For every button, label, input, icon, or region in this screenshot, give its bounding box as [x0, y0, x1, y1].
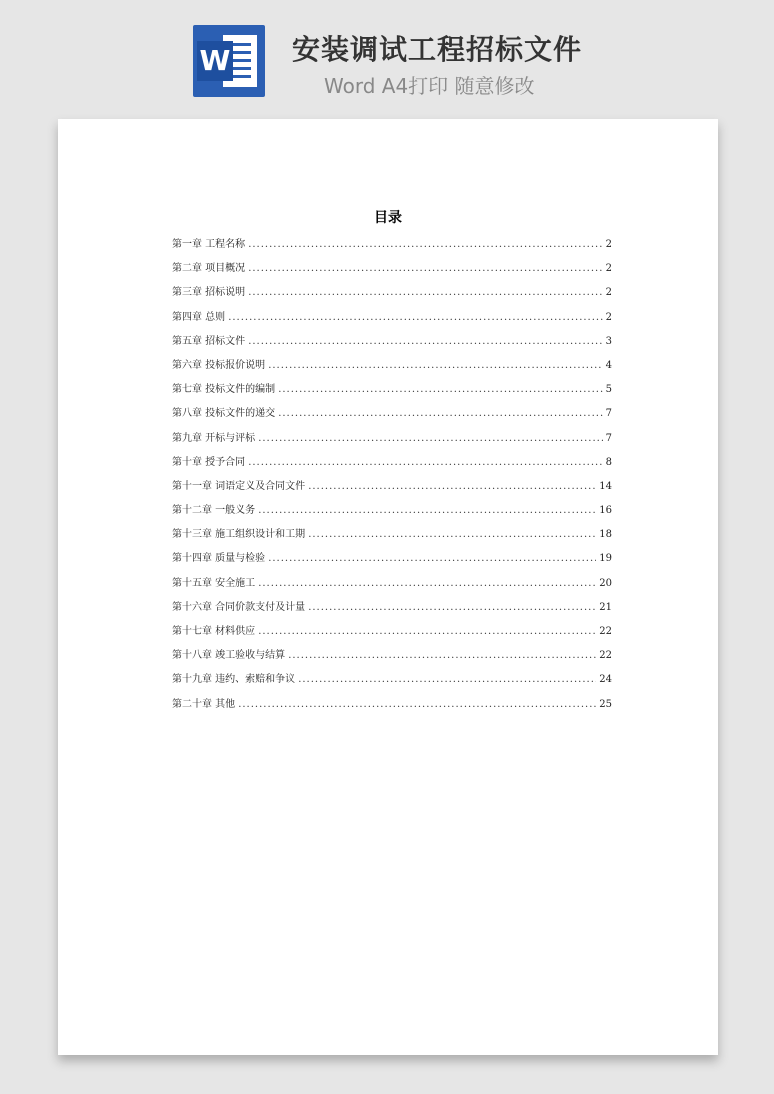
toc-entry-label: 第十四章 质量与检验 [172, 553, 266, 565]
toc-dot-leader [248, 239, 602, 250]
toc-entry-page: 2 [605, 263, 612, 275]
banner-subtitle: Word A4打印 随意修改 [324, 74, 535, 98]
toc-entry[interactable] [172, 404, 612, 428]
toc-entry-page: 7 [605, 432, 612, 444]
toc-entry-page: 25 [599, 698, 612, 710]
toc-entry-label: 第十章 授予合同 [172, 456, 246, 468]
toc-entry-page: 2 [605, 239, 612, 250]
toc-entry-label: 第五章 招标文件 [172, 335, 246, 347]
toc-entry[interactable] [172, 670, 612, 694]
toc-entry-page: 22 [599, 650, 612, 662]
word-document-icon [193, 25, 265, 97]
toc-entry-page: 5 [605, 384, 612, 396]
toc-entry[interactable] [172, 235, 612, 259]
toc-entry[interactable] [172, 380, 612, 404]
banner-title: 安装调试工程招标文件 [292, 33, 583, 66]
toc-entry[interactable] [172, 308, 612, 332]
toc-entry[interactable] [172, 695, 612, 719]
toc-entry-page: 14 [599, 480, 612, 492]
toc-entry-page: 8 [605, 456, 612, 468]
toc-entry-label: 第十二章 一般义务 [172, 505, 256, 517]
toc-dot-leader [248, 287, 602, 298]
toc-entry[interactable] [172, 549, 612, 573]
toc-dot-leader [278, 384, 602, 395]
toc-entry-page: 3 [605, 335, 612, 347]
toc-dot-leader [278, 408, 602, 419]
toc-entry-label: 第十六章 合同价款支付及计量 [172, 601, 306, 613]
table-of-contents [172, 235, 612, 719]
toc-dot-leader [248, 263, 602, 274]
toc-entry-label: 第十一章 词语定义及合同文件 [172, 480, 306, 492]
toc-entry-page: 2 [605, 287, 612, 299]
toc-entry-page: 4 [605, 359, 612, 371]
toc-entry-label: 第七章 投标文件的编制 [172, 384, 276, 396]
word-letter: W [197, 41, 233, 81]
toc-entry[interactable] [172, 622, 612, 646]
toc-entry-label: 第一章 工程名称 [172, 239, 246, 250]
toc-entry-label: 第八章 投标文件的递交 [172, 408, 276, 420]
toc-dot-leader [248, 457, 602, 468]
toc-dot-leader [268, 360, 602, 371]
toc-entry-label: 第十九章 违约、索赔和争议 [172, 674, 296, 686]
toc-entry-page: 16 [599, 505, 612, 517]
banner [0, 0, 774, 118]
toc-entry[interactable] [172, 501, 612, 525]
toc-dot-leader [308, 602, 596, 613]
toc-entry-page: 19 [599, 553, 612, 565]
toc-entry[interactable] [172, 574, 612, 598]
toc-entry[interactable] [172, 477, 612, 501]
toc-entry[interactable] [172, 453, 612, 477]
toc-entry-label: 第二十章 其他 [172, 698, 236, 710]
toc-dot-leader [228, 312, 602, 323]
toc-entry-page: 2 [605, 311, 612, 323]
toc-entry[interactable] [172, 429, 612, 453]
toc-dot-leader [258, 505, 596, 516]
toc-entry-label: 第十七章 材料供应 [172, 626, 256, 637]
toc-entry-label: 第十三章 施工组织设计和工期 [172, 529, 306, 541]
toc-dot-leader [258, 626, 596, 637]
document-page [58, 119, 718, 1055]
toc-entry-label: 第九章 开标与评标 [172, 432, 256, 444]
toc-entry[interactable] [172, 283, 612, 307]
toc-dot-leader [288, 650, 596, 661]
toc-entry-page: 24 [599, 674, 612, 686]
toc-dot-leader [268, 553, 596, 564]
toc-dot-leader [238, 699, 596, 710]
toc-entry-page: 22 [599, 626, 612, 637]
toc-entry[interactable] [172, 259, 612, 283]
toc-entry[interactable] [172, 525, 612, 549]
toc-entry[interactable] [172, 332, 612, 356]
toc-entry-label: 第三章 招标说明 [172, 287, 246, 299]
toc-dot-leader [258, 433, 602, 444]
toc-entry-label: 第二章 项目概况 [172, 263, 246, 275]
toc-entry-page: 20 [599, 577, 612, 589]
toc-entry-page: 7 [605, 408, 612, 420]
toc-entry-label: 第四章 总则 [172, 311, 226, 323]
toc-entry[interactable] [172, 598, 612, 622]
toc-dot-leader [258, 578, 596, 589]
toc-entry-label: 第十八章 竣工验收与结算 [172, 650, 286, 662]
toc-entry-page: 21 [599, 601, 612, 613]
toc-dot-leader [308, 481, 596, 492]
toc-entry-label: 第六章 投标报价说明 [172, 359, 266, 371]
toc-entry-page: 18 [599, 529, 612, 541]
toc-entry-label: 第十五章 安全施工 [172, 577, 256, 589]
toc-dot-leader [298, 674, 596, 685]
toc-dot-leader [308, 529, 596, 540]
toc-dot-leader [248, 336, 602, 347]
toc-entry[interactable] [172, 356, 612, 380]
toc-title: 目录 [374, 210, 402, 226]
toc-entry[interactable] [172, 646, 612, 670]
